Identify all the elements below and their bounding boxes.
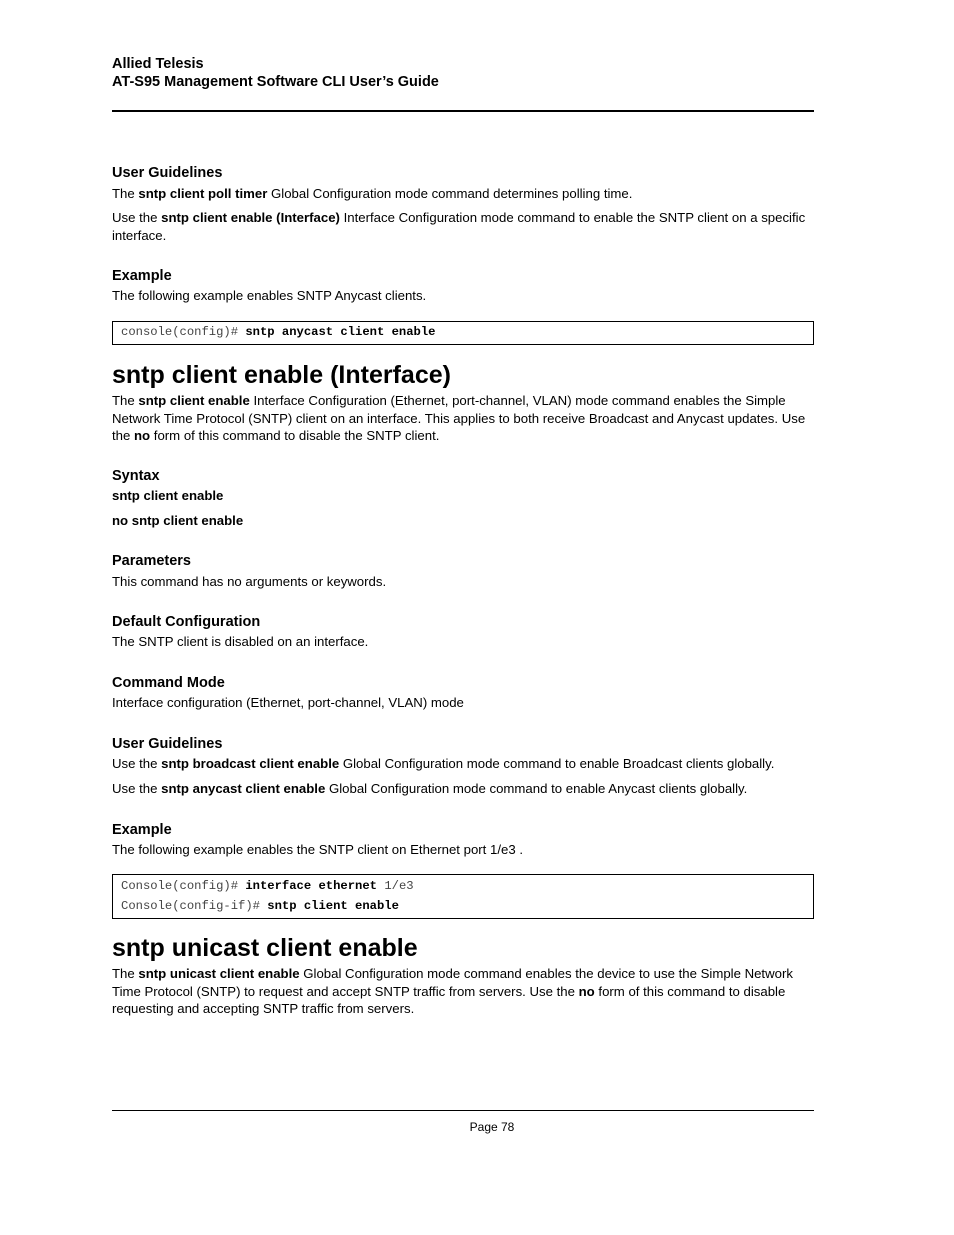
user-guidelines-heading: User Guidelines — [112, 165, 223, 181]
example-heading: Example — [112, 268, 172, 284]
example-text: The following example enables SNTP Anycast clients. — [112, 288, 427, 303]
code-block — [112, 874, 814, 919]
command-title: sntp unicast client enable — [112, 934, 418, 962]
code-line: console(config)# sntp anycast client enable — [121, 325, 436, 339]
guide-title: AT-S95 Management Software CLI User’s Guide — [112, 74, 439, 90]
running-header — [112, 55, 439, 91]
user-guidelines-paragraph: Use the sntp client enable (Interface) Interface Configuration mode command to enable the SNTP client on a specific interface. — [112, 210, 806, 243]
code-line: Console(config)# interface ethernet 1/e3 — [121, 879, 414, 893]
page-number: Page 78 — [469, 1120, 515, 1134]
syntax-line: sntp client enable — [112, 488, 224, 503]
command-mode-text: Interface configuration (Ethernet, port-channel, VLAN) mode — [112, 695, 464, 710]
command-intro: The sntp client enable Interface Configuration (Ethernet, port-channel, VLAN) mode command enables the Simple Network Time Protocol (SNTP) client on an interface. This applies to both receive Broadcast and Anycast updates. Use the no form of this command to disable the SNTP client. — [112, 393, 806, 443]
user-guidelines-paragraph: Use the sntp broadcast client enable Global Configuration mode command to enable Broadcast clients globally. — [112, 756, 775, 771]
default-config-heading: Default Configuration — [112, 614, 261, 630]
syntax-heading: Syntax — [112, 468, 160, 484]
user-guidelines-paragraph: Use the sntp anycast client enable Global Configuration mode command to enable Anycast clients globally. — [112, 781, 748, 796]
example-text: The following example enables the SNTP client on Ethernet port 1/e3 . — [112, 842, 524, 857]
command-intro: The sntp unicast client enable Global Configuration mode command enables the device to use the Simple Network Time Protocol (SNTP) to request and accept SNTP traffic from servers. Use the no form of this command to disable requesting and accepting SNTP traffic from servers. — [112, 966, 793, 1016]
example-heading: Example — [112, 822, 172, 838]
command-title: sntp client enable (Interface) — [112, 361, 451, 389]
code-block — [112, 321, 814, 345]
company-name: Allied Telesis — [112, 56, 204, 72]
command-mode-heading: Command Mode — [112, 675, 225, 691]
parameters-heading: Parameters — [112, 553, 191, 569]
user-guidelines-heading: User Guidelines — [112, 736, 223, 752]
parameters-text: This command has no arguments or keywords. — [112, 574, 387, 589]
syntax-line: no sntp client enable — [112, 513, 244, 528]
code-line: Console(config-if)# sntp client enable — [121, 899, 399, 913]
user-guidelines-paragraph: The sntp client poll timer Global Configuration mode command determines polling time. — [112, 186, 633, 201]
footer-rule — [112, 1110, 814, 1111]
default-config-text: The SNTP client is disabled on an interface. — [112, 634, 369, 649]
header-rule — [112, 110, 814, 112]
